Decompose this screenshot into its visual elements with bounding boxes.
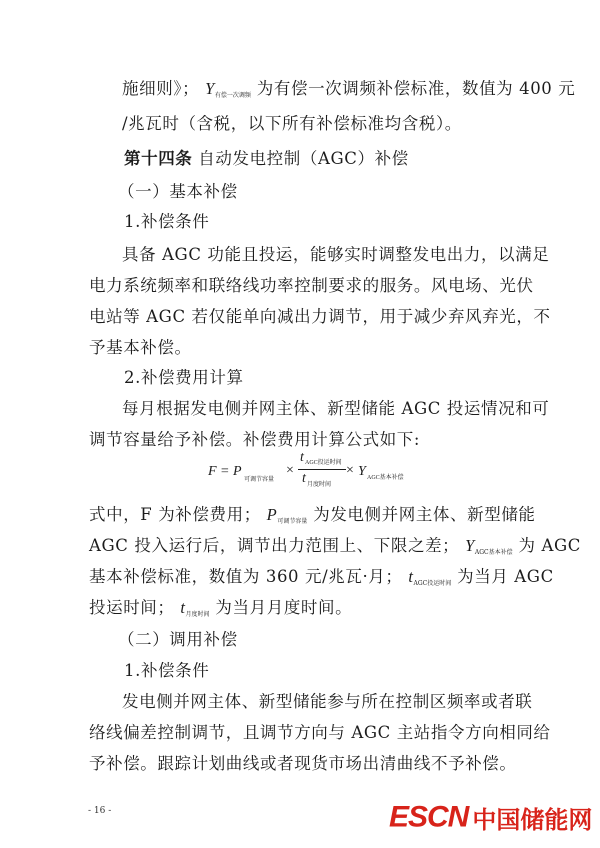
formula-y-subscript: AGC基本补偿: [367, 475, 404, 481]
line16-text-a: 投运时间；: [89, 598, 175, 617]
text-line-16: [89, 597, 352, 623]
compensation-formula: [208, 450, 408, 494]
subsection-3-label: 1.补偿条件: [124, 661, 210, 680]
text-line-15: [89, 566, 554, 592]
line20-text: 络线偏差控制调节，且调节方向与 AGC 主站指令方向相同给: [89, 723, 551, 742]
line15-symbol: t: [408, 567, 414, 586]
line6-text: 具备 AGC 功能且投运，能够实时调整发电出力，以满足: [122, 245, 550, 264]
line19-text: 发电侧并网主体、新型储能参与所在控制区频率或者联: [122, 692, 533, 711]
line15-text-b: 为当月 AGC: [457, 567, 554, 586]
article-title: 自动发电控制（AGC）补偿: [192, 149, 409, 168]
line1-symbol: Y: [205, 79, 215, 98]
line14-text-a: AGC 投入运行后，调节出力范围上、下限之差；: [89, 536, 460, 555]
line12-text: 调节容量给予补偿。补偿费用计算公式如下:: [89, 430, 421, 449]
line14-symbol: Y: [465, 536, 475, 555]
page-number: - 16 -: [88, 806, 112, 816]
subsection-2-label: 2.补偿费用计算: [124, 368, 244, 387]
section-call-label: （二）调用补偿: [118, 630, 238, 649]
line13-text-b: 为发电侧并网主体、新型储能: [313, 505, 536, 524]
logo-cjk-text: 中国储能网: [472, 806, 593, 834]
subsection-label: 1.补偿条件: [124, 212, 210, 231]
article-number: 第十四条: [124, 149, 193, 168]
text-line-19: [122, 691, 532, 713]
line13-symbol: P: [266, 505, 278, 524]
line9-text: 予基本补偿。: [89, 338, 192, 357]
section-call-heading: [118, 629, 238, 651]
line16-text-b: 为当月月度时间。: [215, 598, 353, 617]
formula-numerator-subscript: AGC投运时间: [305, 460, 342, 466]
line13-text-a: 式中，F 为补偿费用；: [89, 505, 261, 524]
line14-text-b: 为 AGC: [518, 536, 581, 555]
text-line-8: [89, 306, 551, 328]
text-line-21: [89, 753, 517, 775]
text-line-7: [89, 275, 534, 297]
text-line-14: [89, 535, 581, 561]
text-line-1: [122, 78, 575, 104]
text-line-2: [122, 113, 462, 135]
subsection-2-heading: [124, 367, 244, 389]
formula-lhs: F = P: [208, 464, 242, 479]
formula-y: Y: [358, 464, 366, 479]
formula-times-2: ×: [346, 463, 354, 478]
line8-text: 电站等 AGC 若仅能单向减出力调节，用于减少弃风弃光，不: [89, 307, 551, 326]
line14-subscript: AGC基本补偿: [474, 549, 513, 556]
text-line-9: [89, 337, 192, 359]
line21-text: 予补偿。跟踪计划曲线或者现货市场出清曲线不予补偿。: [89, 754, 517, 773]
text-line-11: [122, 398, 549, 420]
line1-subscript: 有偿一次调频: [214, 92, 251, 99]
text-line-6: [122, 244, 549, 266]
logo-latin-text: ESCN: [389, 800, 469, 834]
formula-times-1: ×: [286, 463, 294, 478]
article-heading: [124, 148, 409, 170]
text-line-13: [89, 504, 536, 530]
line13-subscript: 可调节容量: [277, 518, 308, 525]
line16-symbol: t: [180, 598, 186, 617]
subsection-heading: [124, 211, 209, 233]
line15-subscript: AGC投运时间: [413, 580, 452, 587]
formula-p-subscript: 可调节容量: [244, 477, 275, 483]
line1-text-a: 施细则》；: [122, 79, 200, 98]
line1-text-b: 为有偿一次调频补偿标准，数值为 400 元: [256, 79, 576, 98]
section-basic-heading: [118, 181, 238, 203]
text-line-20: [89, 722, 551, 744]
line2-text: /兆瓦时（含税，以下所有补偿标准均含税）。: [122, 114, 462, 133]
subsection-3-heading: [124, 660, 209, 682]
line11-text: 每月根据发电侧并网主体、新型储能 AGC 投运情况和可: [122, 399, 550, 418]
section-basic-label: （一）基本补偿: [118, 182, 238, 201]
formula-denominator-subscript: 月度时间: [307, 482, 332, 488]
text-line-12: [89, 429, 420, 451]
formula-numerator-t: t: [300, 450, 304, 465]
line15-text-a: 基本补偿标准，数值为 360 元/兆瓦·月；: [89, 567, 403, 586]
fraction-bar: [298, 469, 346, 470]
escn-logo: [389, 800, 592, 840]
line16-subscript: 月度时间: [185, 611, 210, 618]
formula-denominator-t: t: [302, 471, 306, 486]
line7-text: 电力系统频率和联络线功率控制要求的服务。风电场、光伏: [89, 276, 534, 295]
